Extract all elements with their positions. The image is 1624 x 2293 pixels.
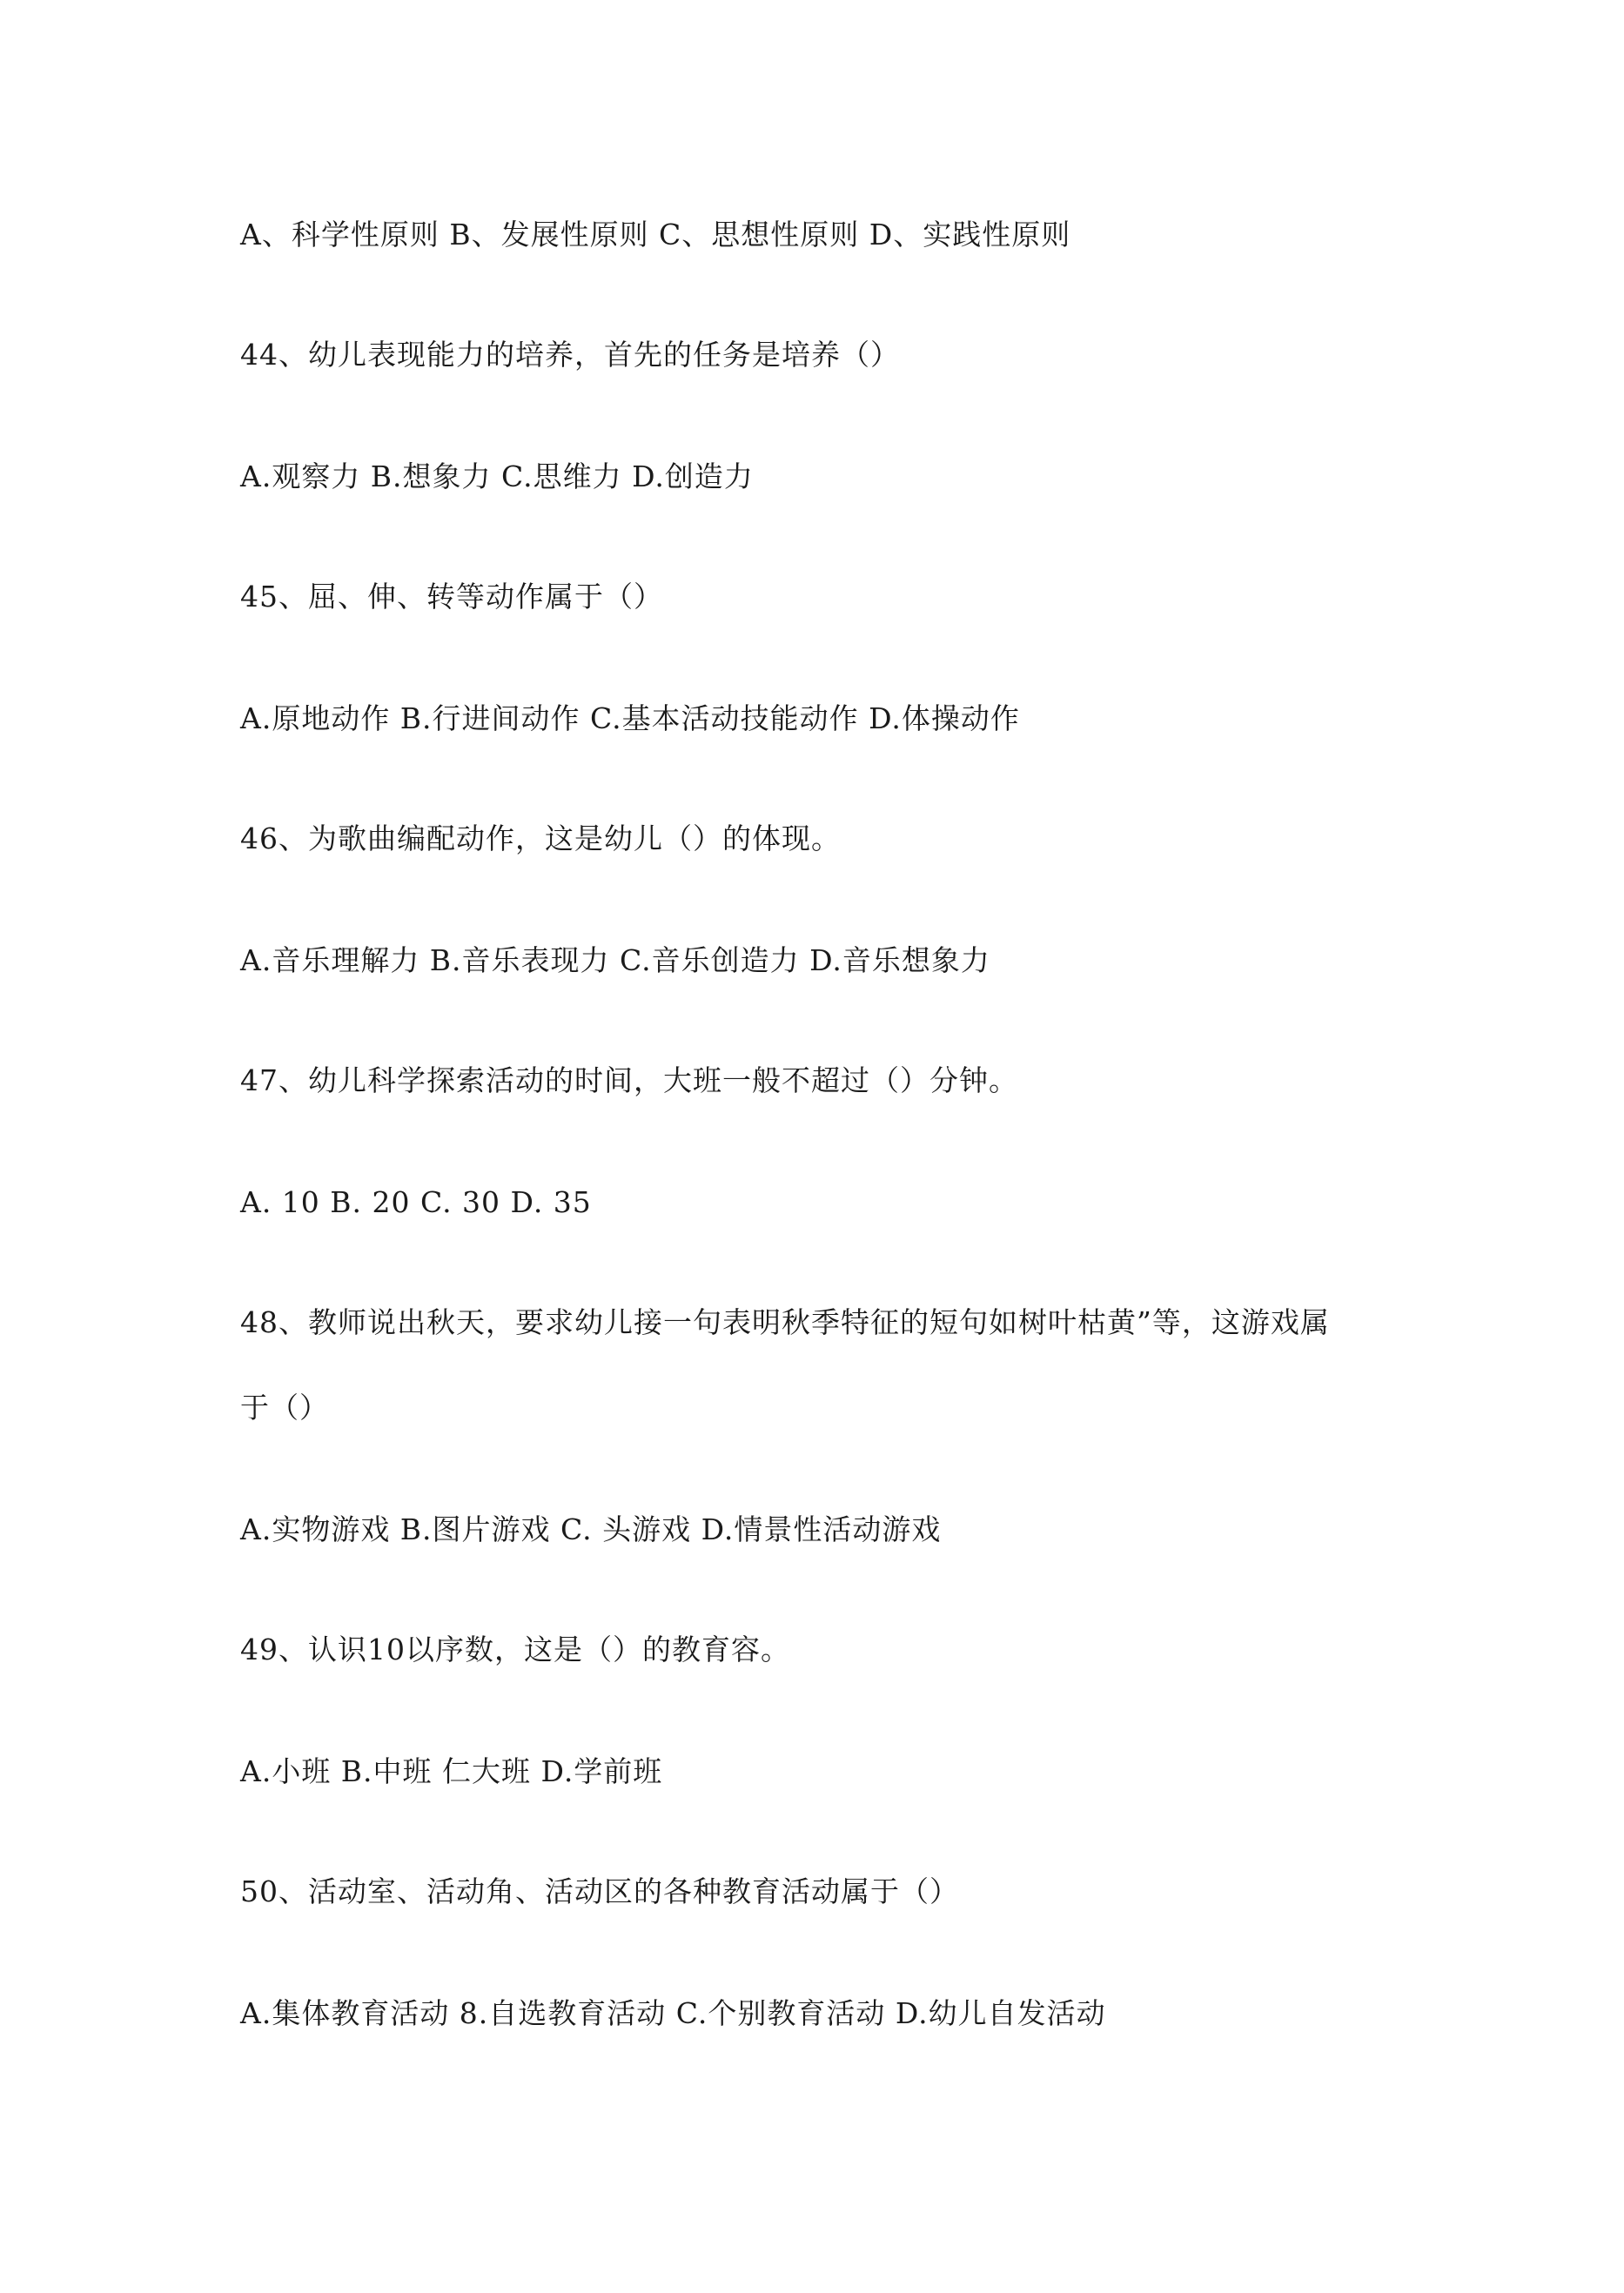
q47-question: 47、幼儿科学探索活动的时间，大班一般不超过（）分钟。 (240, 1063, 1018, 1097)
q45-options: A.原地动作 B.行进间动作 C.基本活动技能动作 D.体操动作 (240, 701, 1020, 735)
q43-options: A、科学性原则 B、发展性原则 C、思想性原则 D、实践性原则 (240, 218, 1071, 251)
q48-question-line1: 48、教师说出秋天，要求幼儿接一句表明秋季特征的短句如树叶枯黄”等，这游戏属 (240, 1305, 1330, 1339)
q44-question: 44、幼儿表现能力的培养，首先的任务是培养（） (240, 338, 900, 372)
q47-options: A. 10 B. 20 C. 30 D. 35 (240, 1185, 592, 1219)
q50-options: A.集体教育活动 8.自选教育活动 C.个别教育活动 D.幼儿自发活动 (240, 1996, 1106, 2030)
q49-options: A.小班 B.中班 仁大班 D.学前班 (240, 1754, 663, 1788)
q46-question: 46、为歌曲编配动作，这是幼儿（）的体现。 (240, 821, 841, 855)
q48-question-line2: 于（） (240, 1391, 329, 1425)
q46-options: A.音乐理解力 B.音乐表现力 C.音乐创造力 D.音乐想象力 (240, 943, 990, 977)
q49-question: 49、认识10以序数，这是（）的教育容。 (240, 1633, 790, 1666)
q44-options: A.观察力 B.想象力 C.思维力 D.创造力 (240, 459, 754, 493)
q48-options: A.实物游戏 B.图片游戏 C. 头游戏 D.情景性活动游戏 (240, 1512, 942, 1546)
q50-question: 50、活动室、活动角、活动区的各种教育活动属于（） (240, 1874, 959, 1908)
q45-question: 45、屈、伸、转等动作属于（） (240, 580, 663, 613)
